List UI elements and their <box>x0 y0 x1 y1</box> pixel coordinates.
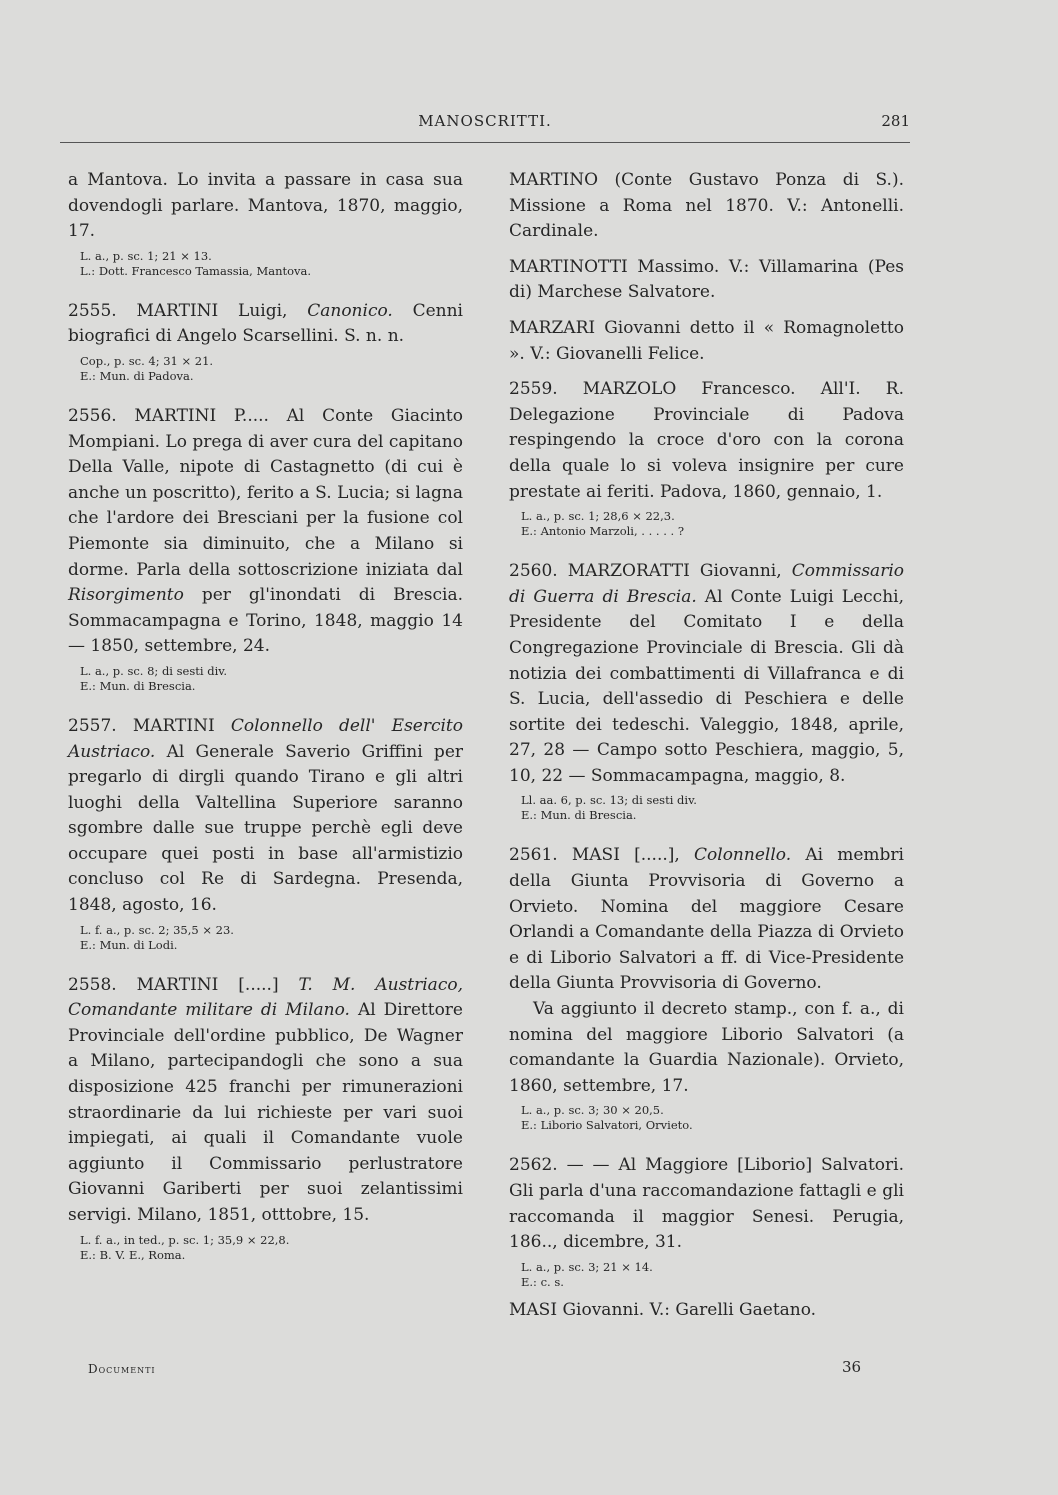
meta-line: E.: Mun. di Brescia. <box>80 678 196 693</box>
entry-2559: 2559. MARZOLO Francesco. All'I. R. Delegazione Provinciale di Padova respingendo la croce d'oro con la corona della quale lo si voleva insignire per cure prestate ai feriti. Padova, 1860, gennaio, 1. <box>509 379 904 502</box>
entry-2555: 2555. MARTINI Luigi, Canonico. Cenni biografici di Angelo Scarsellini. S. n. n. <box>68 300 463 347</box>
entry-2558: 2558. MARTINI [.....] T. M. Austriaco, Comandante militare di Milano. Al Direttore Provinciale dell'ordine pubblico, De Wagner a Milano, partecipandogli che sono a sua disposizione 425 franchi per rimunerazioni straordinarie da lui richieste per vari suoi impiegati, ai quali il Comandante vuole aggiunto il Commissario perlustratore Giovanni Gariberti per suoi zelantissimi servigi. Milano, 1851, otttobre, 15. <box>68 974 463 1225</box>
entry-meta <box>80 664 463 694</box>
header-rule <box>60 142 910 143</box>
meta-line: L. a., p. sc. 1; 28,6 × 22,3. <box>521 509 675 524</box>
meta-line: E.: Mun. di Brescia. <box>521 808 637 823</box>
meta-line: L. a., p. sc. 1; 21 × 13. <box>80 248 212 263</box>
meta-line: Ll. aa. 6, p. sc. 13; di sesti div. <box>521 793 697 808</box>
entry-meta <box>521 1260 904 1290</box>
entry-meta <box>80 923 463 953</box>
entry-meta <box>80 1233 463 1263</box>
entry-meta <box>80 354 463 384</box>
meta-line: E.: c. s. <box>521 1274 564 1289</box>
signature-number: 36 <box>842 1358 862 1376</box>
page-header <box>60 112 910 142</box>
meta-line: E.: Liborio Salvatori, Orvieto. <box>521 1118 693 1133</box>
entry-2561-note: Va aggiunto il decreto stamp., con f. a., di nomina del maggiore Liborio Salvatori (a comandante la Guardia Nazionale). Orvieto, 1860, settembre, 17. <box>509 999 904 1096</box>
meta-line: L. f. a., in ted., p. sc. 1; 35,9 × 22,8. <box>80 1232 290 1247</box>
entry-2562: 2562. — — Al Maggiore [Liborio] Salvatori. Gli parla d'una raccomandazione fattagli e gli raccomanda il maggior Senesi. Perugia, 186.., dicembre, 31. <box>509 1155 904 1253</box>
meta-line: Cop., p. sc. 4; 31 × 21. <box>80 353 214 368</box>
meta-line: L. a., p. sc. 3; 21 × 14. <box>521 1259 653 1274</box>
entry-meta <box>521 793 904 823</box>
meta-line: E.: Mun. di Lodi. <box>80 937 178 952</box>
right-column <box>509 168 904 1323</box>
running-title: MANOSCRITTI. <box>418 112 552 130</box>
entry-masi-giovanni: MASI Giovanni. V.: Garelli Gaetano. <box>509 1299 817 1320</box>
entry-2561: 2561. MASI [.....], Colonnello. Ai membri della Giunta Provvisoria di Governo a Orvieto. Nomina del maggiore Cesare Orlandi a Comandante della Piazza di Orvieto e di Liborio Salvatori a ff. di Vice-Presidente della Giunta Provvisoria di Governo. <box>509 845 904 994</box>
meta-line: E.: Mun. di Padova. <box>80 368 194 383</box>
meta-line: E.: B. V. E., Roma. <box>80 1247 186 1262</box>
entry-marzari: MARZARI Giovanni detto il « Romagnoletto ». V.: Giovanelli Felice. <box>509 317 904 364</box>
entry-martino: MARTINO (Conte Gustavo Ponza di S.). Missione a Roma nel 1870. V.: Antonelli. Cardinale. <box>509 170 904 242</box>
entry-meta <box>521 509 904 539</box>
left-column <box>68 168 463 1283</box>
page-number: 281 <box>881 112 910 130</box>
meta-line: L.: Dott. Francesco Tamassia, Mantova. <box>80 263 312 278</box>
entry-continuation: a Mantova. Lo invita a passare in casa sua dovendogli parlare. Mantova, 1870, maggio, 17. <box>68 170 463 242</box>
entry-martinotti: MARTINOTTI Massimo. V.: Villamarina (Pes di) Marchese Salvatore. <box>509 256 904 303</box>
entry-2556: 2556. MARTINI P..... Al Conte Giacinto Mompiani. Lo prega di aver cura del capitano Della Valle, nipote di Castagnetto (di cui è anche un poscritto), ferito a S. Lucia; si lagna che l'ardore dei Bresciani per la fusione col Piemonte sia diminuito, che a Milano si dorme. Parla della sottoscrizione iniziata dal Risorgimento per gl'inondati di Brescia. Sommacampagna e Torino, 1848, maggio 14 — 1850, settembre, 24. <box>68 405 463 657</box>
meta-line: L. a., p. sc. 8; di sesti div. <box>80 663 228 678</box>
meta-line: L. f. a., p. sc. 2; 35,5 × 23. <box>80 922 234 937</box>
entry-2560: 2560. MARZORATTI Giovanni, Commissario di Guerra di Brescia. Al Conte Luigi Lecchi, Presidente del Comitato I e della Congregazione Provinciale di Brescia. Gli dà notizia dei combattimenti di Villafranca e di S. Lucia, dell'assedio di Peschiera e delle sortite dei tedeschi. Valeggio, 1848, aprile, 27, 28 — Campo sotto Peschiera, maggio, 5, 10, 22 — Sommacampagna, maggio, 8. <box>509 561 904 786</box>
meta-line: E.: Antonio Marzoli, . . . . . ? <box>521 524 684 539</box>
entry-meta <box>521 1103 904 1133</box>
meta-line: L. a., p. sc. 3; 30 × 20,5. <box>521 1103 664 1118</box>
entry-meta <box>80 249 463 279</box>
entry-2557: 2557. MARTINI Colonnello dell' Esercito Austriaco. Al Generale Saverio Griffini per pregarlo di dirgli quando Tirano e gli altri luoghi della Valtellina Superiore saranno sgombre dalle sue truppe perchè egli deve occupare quei posti in base all'armistizio concluso col Re di Sardegna. Presenda, 1848, agosto, 16. <box>68 715 463 916</box>
signature-mark: Documenti <box>88 1362 156 1376</box>
